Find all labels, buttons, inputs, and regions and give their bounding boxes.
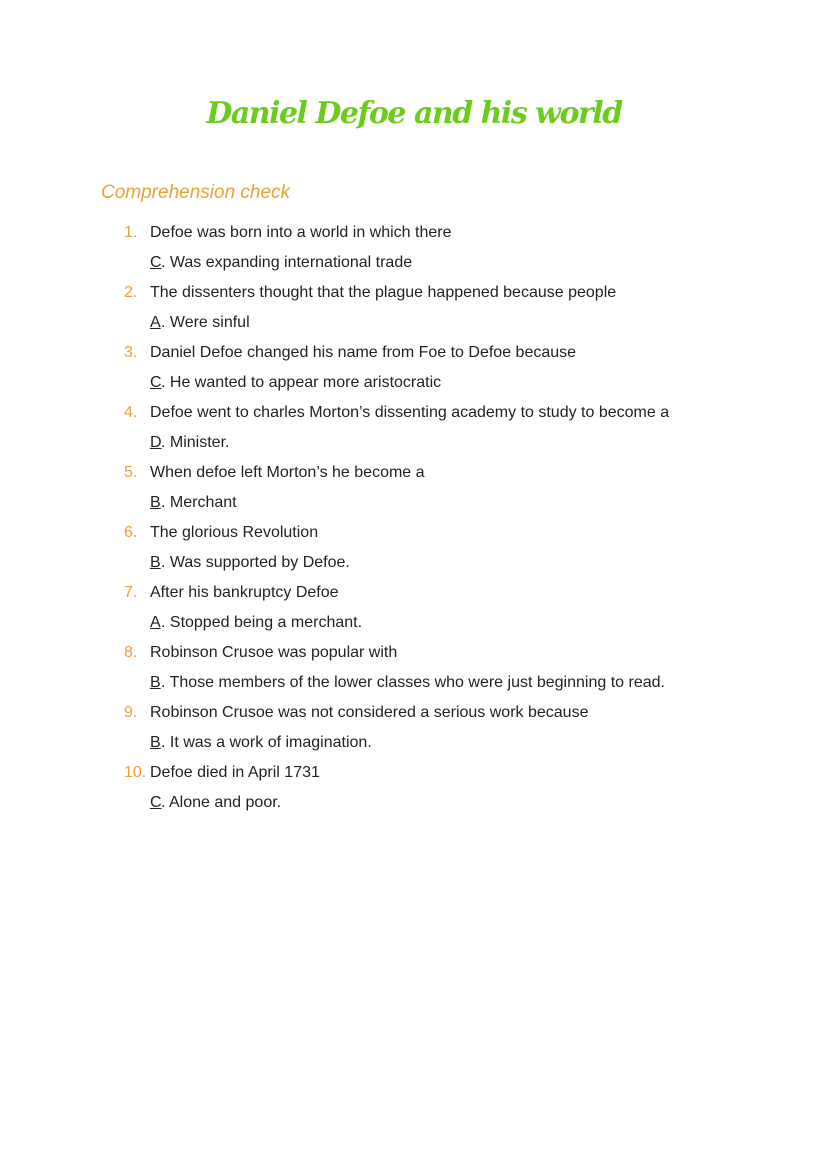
answer-text: . Were sinful xyxy=(161,314,250,331)
answer-text: . Stopped being a merchant. xyxy=(161,614,363,631)
answer-letter: C xyxy=(150,374,162,391)
question-text: Robinson Crusoe was popular with xyxy=(150,644,398,661)
question-text: Defoe was born into a world in which there xyxy=(150,224,452,241)
answer-item xyxy=(0,731,828,761)
answer-item xyxy=(0,671,828,701)
answer-item xyxy=(0,791,828,821)
page-title: Daniel Defoe and his world xyxy=(206,96,622,131)
answer-letter: B xyxy=(150,734,161,751)
question-item xyxy=(0,461,828,491)
question-item xyxy=(0,401,828,431)
answer-text: . He wanted to appear more aristocratic xyxy=(161,374,442,391)
answer-text: . Minister. xyxy=(161,434,230,451)
question-text: Defoe died in April 1731 xyxy=(150,764,320,781)
question-item xyxy=(0,341,828,371)
question-text: Daniel Defoe changed his name from Foe to Defoe because xyxy=(150,344,577,361)
answer-text: . It was a work of imagination. xyxy=(161,734,372,751)
answer-text: . Was supported by Defoe. xyxy=(161,554,350,571)
answer-item xyxy=(0,311,828,341)
answer-letter: B xyxy=(150,674,161,691)
question-item xyxy=(0,701,828,731)
question-number: 1. xyxy=(124,224,138,241)
answer-text: . Merchant xyxy=(161,494,237,511)
answer-item xyxy=(0,551,828,581)
question-item xyxy=(0,641,828,671)
answer-text: . Those members of the lower classes who were just beginning to read. xyxy=(161,674,665,691)
answer-text: . Alone and poor. xyxy=(161,794,282,811)
answer-item xyxy=(0,371,828,401)
answer-letter: A xyxy=(150,614,161,631)
question-number: 5. xyxy=(124,464,138,481)
question-number: 8. xyxy=(124,644,138,661)
answer-item xyxy=(0,491,828,521)
question-text: When defoe left Morton’s he become a xyxy=(150,464,425,481)
answer-item xyxy=(0,611,828,641)
answer-item xyxy=(0,431,828,461)
question-number: 6. xyxy=(124,524,138,541)
question-text: After his bankruptcy Defoe xyxy=(150,584,339,601)
question-item xyxy=(0,581,828,611)
question-list xyxy=(0,221,828,821)
question-item xyxy=(0,761,828,791)
question-number: 2. xyxy=(124,284,138,301)
question-text: The glorious Revolution xyxy=(150,524,319,541)
answer-letter: A xyxy=(150,314,161,331)
question-text: Defoe went to charles Morton’s dissenting academy to study to become a xyxy=(150,404,670,421)
answer-letter: B xyxy=(150,554,161,571)
question-number: 3. xyxy=(124,344,138,361)
question-text: Robinson Crusoe was not considered a serious work because xyxy=(150,704,589,721)
question-item xyxy=(0,221,828,251)
question-number: 10. xyxy=(124,764,147,781)
question-text: The dissenters thought that the plague happened because people xyxy=(150,284,617,301)
question-number: 4. xyxy=(124,404,138,421)
answer-item xyxy=(0,251,828,281)
answer-text: . Was expanding international trade xyxy=(161,254,413,271)
question-item xyxy=(0,521,828,551)
question-item xyxy=(0,281,828,311)
question-number: 9. xyxy=(124,704,138,721)
section-heading: Comprehension check xyxy=(101,182,291,203)
answer-letter: C xyxy=(150,254,162,271)
answer-letter: C xyxy=(150,794,162,811)
answer-letter: B xyxy=(150,494,161,511)
answer-letter: D xyxy=(150,434,162,451)
question-number: 7. xyxy=(124,584,138,601)
